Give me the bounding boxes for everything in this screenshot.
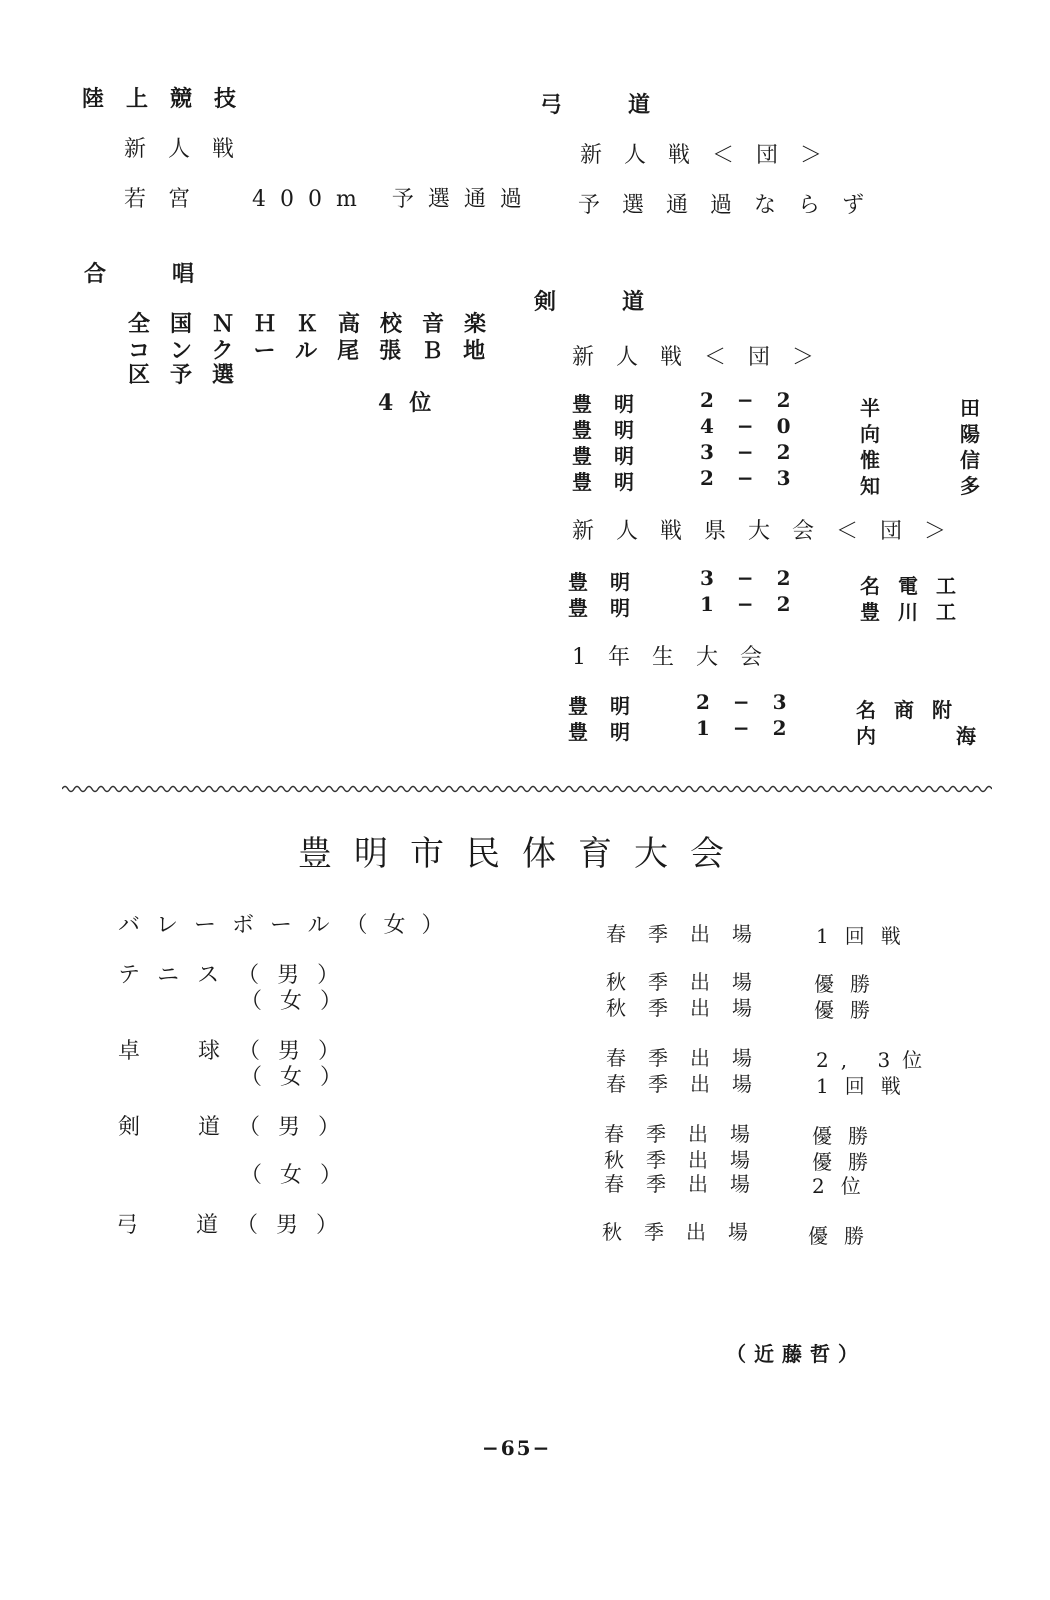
match-opponent: 豊川工 <box>860 600 974 624</box>
event-entry: 春季出場 <box>604 1122 772 1146</box>
track-heading: 陸上競技 <box>82 86 259 112</box>
match-score: 1 − 2 <box>700 592 799 616</box>
event-result: 優勝 <box>814 998 886 1022</box>
match-score: 4 − 0 <box>700 414 799 438</box>
event-result: 優勝 <box>808 1224 880 1248</box>
event-label: （女） <box>240 1065 361 1090</box>
event-entry: 秋季出場 <box>602 1220 770 1244</box>
event-entry: 秋季出場 <box>606 996 774 1020</box>
event-label: （女） <box>240 989 361 1014</box>
chorus-heading: 合 唱 <box>84 261 217 287</box>
author-credit: （近藤哲） <box>726 1342 866 1366</box>
event-entry: 春季出場 <box>604 1172 772 1196</box>
match-team: 豊明 <box>568 596 652 620</box>
event-label: （女） <box>240 1163 361 1188</box>
match-team: 豊明 <box>572 392 656 416</box>
match-score: 2 − 2 <box>700 388 799 412</box>
kyudo-heading: 弓 道 <box>540 92 673 118</box>
match-opponent: 惟 信 <box>860 448 1010 472</box>
wavy-divider <box>62 782 992 796</box>
match-opponent: 向 陽 <box>860 422 1010 446</box>
kyudo-result: 予選通過ならず <box>578 193 887 218</box>
match-score: 3 − 2 <box>700 566 799 590</box>
event-entry: 春季出場 <box>606 922 774 946</box>
match-opponent: 名商附 <box>856 698 970 722</box>
match-score: 3 − 2 <box>700 440 799 464</box>
match-team: 豊明 <box>568 694 652 718</box>
track-result-text: 400m 予選通過 <box>252 187 536 212</box>
event-result: 1回戦 <box>816 1074 917 1098</box>
match-team: 豊明 <box>572 470 656 494</box>
event-entry: 春季出場 <box>606 1072 774 1096</box>
match-score: 2 − 3 <box>700 466 799 490</box>
event-result: 2, 3位 <box>816 1048 935 1072</box>
event-entry: 秋季出場 <box>606 970 774 994</box>
match-team: 豊明 <box>568 720 652 744</box>
match-opponent: 名電工 <box>860 574 974 598</box>
chorus-line2: コンクール尾張Ｂ地 <box>128 338 506 364</box>
kendo-sub1: 新人戦＜団＞ <box>572 345 837 370</box>
match-team: 豊明 <box>572 444 656 468</box>
track-result-name: 若宮 <box>124 187 213 212</box>
event-label: バレーボール（女） <box>118 913 460 938</box>
match-team: 豊明 <box>568 570 652 594</box>
kendo-sub2: 新人戦県大会＜団＞ <box>572 519 969 544</box>
match-score: 1 − 2 <box>696 716 795 740</box>
event-result: 優勝 <box>814 972 886 996</box>
kendo-sub3: 1年生大会 <box>572 645 784 670</box>
kyudo-sub: 新人戦＜団＞ <box>580 143 845 168</box>
match-opponent: 知 多 <box>860 474 1010 498</box>
section-title: 豊明市民体育大会 <box>298 834 746 874</box>
event-result: 優勝 <box>812 1124 884 1148</box>
chorus-line1: 全国ＮＨＫ高校音楽 <box>128 311 507 337</box>
kendo-heading: 剣 道 <box>534 289 667 315</box>
event-label: 卓 球（男） <box>118 1039 359 1064</box>
chorus-line3: 区予選 <box>128 362 255 388</box>
match-opponent: 内 海 <box>856 724 1006 748</box>
event-entry: 春季出場 <box>606 1046 774 1070</box>
event-result: 優勝 <box>812 1150 884 1174</box>
match-score: 2 − 3 <box>696 690 795 714</box>
match-opponent: 半 田 <box>860 396 1010 420</box>
event-result: 1回戦 <box>816 924 917 948</box>
match-team: 豊明 <box>572 418 656 442</box>
event-entry: 秋季出場 <box>604 1148 772 1172</box>
event-label: テニス（男） <box>118 963 358 988</box>
event-label: 弓 道（男） <box>116 1213 357 1238</box>
chorus-rank: 4位 <box>378 390 448 416</box>
track-sub: 新人戦 <box>124 137 257 162</box>
event-result: 2位 <box>812 1174 877 1198</box>
event-label: 剣 道（男） <box>118 1115 359 1140</box>
page-number: −65− <box>482 1436 552 1460</box>
